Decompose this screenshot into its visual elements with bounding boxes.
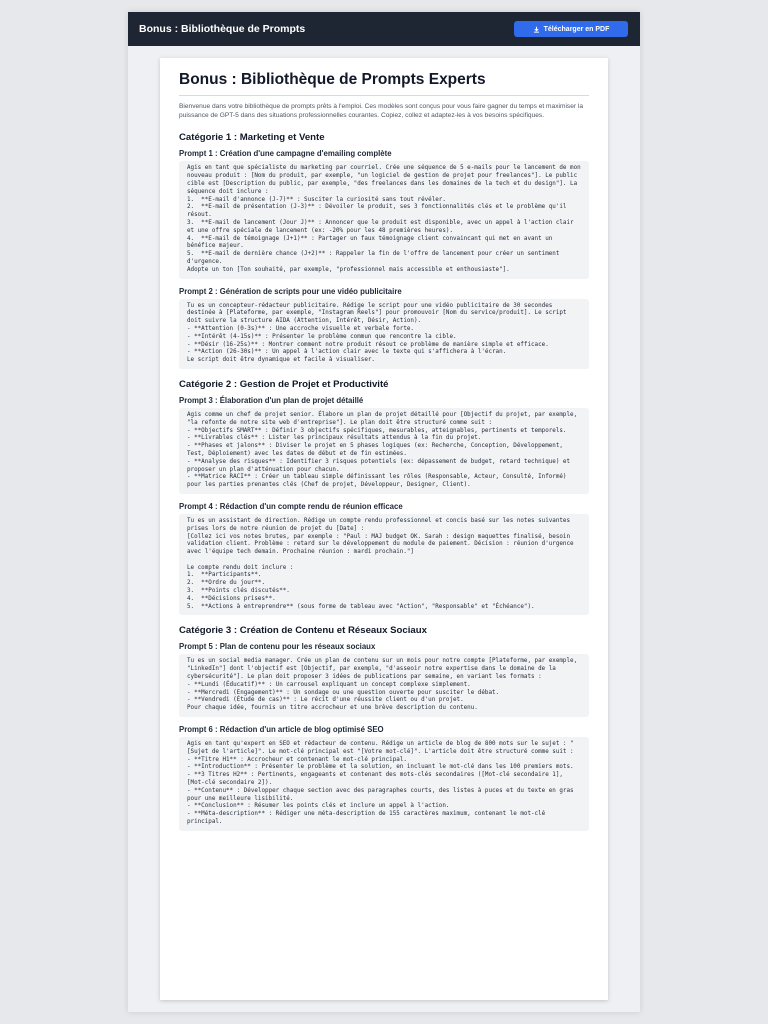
category-title: Catégorie 1 : Marketing et Vente <box>179 132 325 144</box>
app-window <box>128 12 640 1012</box>
app-title: Bonus : Bibliothèque de Prompts <box>139 23 306 35</box>
category-title: Catégorie 2 : Gestion de Projet et Productivité <box>179 378 389 390</box>
prompt-code-block[interactable]: Agis en tant que spécialiste du marketing par courriel. Crée une séquence de 5 e-mails pour le lancement de mon nouveau produit : [Nom du produit, par exemple, "un logiciel de gestion de projet pour freelances"]. Le public cible est [Description du public, par exemple, "des freelances dans les domaines de la tech et du design"]. La séquence doit inclure : 1. **E-mail d'annonce (J-7)** : Susciter la curiosité sans tout révéler. 2. **E-mail de présentation (J-3)** : Dévoiler le produit, ses 3 fonctionnalités clés et le problème qu'il résout. 3. **E-mail de lancement (Jour J)** : Annoncer que le produit est disponible, avec un appel à l'action clair et une offre spéciale de lancement (ex: -20% pour les 48 premières heures). 4. **E-mail de témoignage (J+1)** : Partager un faux témoignage client convaincant qui met en avant un bénéfice majeur. 5. **E-mail de dernière chance (J+2)** : Rappeler la fin de l'offre de lancement pour créer un sentiment d'urgence. Adopte un ton [Ton souhaité, par exemple, "professionnel mais accessible et enthousiaste"]. <box>179 161 589 278</box>
document-title: Bonus : Bibliothèque de Prompts Experts <box>179 71 589 96</box>
prompt-code-block[interactable]: Tu es un social media manager. Crée un plan de contenu sur un mois pour notre compte [Plateforme, par exemple, "LinkedIn"] dont l'objectif est [Objectif, par exemple, "d'asseoir notre expertise dans le domaine de la cybersécurité"]. Le plan doit proposer 3 idées de publications par semaine, en variant les formats : - **Lundi (Éducatif)** : Un carrousel expliquant un concept complexe simplement. - **Mercredi (Engagement)** : Un sondage ou une question ouverte pour susciter le débat. - **Vendredi (Étude de cas)** : Le récit d'une réussite client ou d'un projet. Pour chaque idée, fournis un titre accrocheur et une brève description du contenu. <box>179 654 589 717</box>
category-title: Catégorie 3 : Création de Contenu et Réseaux Sociaux <box>179 625 427 637</box>
category-section <box>179 132 589 369</box>
prompt-title: Prompt 6 : Rédaction d'un article de blog optimisé SEO <box>179 725 384 735</box>
prompt-title: Prompt 5 : Plan de contenu pour les réseaux sociaux <box>179 642 376 652</box>
category-section <box>179 379 589 616</box>
prompt-title: Prompt 3 : Élaboration d'un plan de projet détaillé <box>179 395 364 405</box>
download-pdf-button[interactable] <box>514 21 628 37</box>
prompt-code-block[interactable]: Agis en tant qu'expert en SEO et rédacteur de contenu. Rédige un article de blog de 800 mots sur le sujet : "[Sujet de l'article]". Le mot-clé principal est "[Votre mot-clé]". L'article doit être structuré comme suit : - **Titre H1** : Accrocheur et contenant le mot-clé principal. - **Introduction** : Présenter le problème et la solution, en incluant le mot-clé dans les 100 premiers mots. - **3 Titres H2** : Pertinents, engageants et contenant des mots-clés secondaires ([Mot-clé secondaire 1], [Mot-clé secondaire 2]). - **Contenu** : Développer chaque section avec des paragraphes courts, des listes à puces et du texte en gras pour une meilleure lisibilité. - **Conclusion** : Résumer les points clés et inclure un appel à l'action. - **Méta-description** : Rédiger une méta-description de 155 caractères maximum, contenant le mot-clé principal. <box>179 737 589 831</box>
prompt-code-block[interactable]: Tu es un assistant de direction. Rédige un compte rendu professionnel et concis basé sur les notes suivantes prises lors de notre réunion de projet du [Date] : [Collez ici vos notes brutes, par exemple : "Paul : MAJ budget OK. Sarah : design maquettes finalisé, besoin validation client. Problème : retard sur le développement du module de paiement. Décision : réunion d'urgence avec l'équipe tech demain. Prochaine réunion : mardi prochain."] Le compte rendu doit inclure : 1. **Participants**. 2. **Ordre du jour**. 3. **Points clés discutés**. 4. **Décisions prises**. 5. **Actions à entreprendre** (sous forme de tableau avec "Action", "Responsable" et "Échéance"). <box>179 514 589 616</box>
prompt-title: Prompt 1 : Création d'une campagne d'emailing complète <box>179 149 392 159</box>
document-page <box>160 58 608 1000</box>
prompt-title: Prompt 4 : Rédaction d'un compte rendu de réunion efficace <box>179 501 403 511</box>
top-bar <box>128 12 640 46</box>
download-icon <box>533 26 540 33</box>
prompt-code-block[interactable]: Tu es un concepteur-rédacteur publicitaire. Rédige le script pour une vidéo publicitaire de 30 secondes destinée à [Plateforme, par exemple, "Instagram Reels"] pour promouvoir [Nom du service/produit]. Le script doit suivre la structure AIDA (Attention, Intérêt, Désir, Action). - **Attention (0-3s)** : Une accroche visuelle et verbale forte. - **Intérêt (4-15s)** : Présenter le problème commun que rencontre la cible. - **Désir (16-25s)** : Montrer comment notre produit résout ce problème de manière simple et efficace. - **Action (26-30s)** : Un appel à l'action clair avec le texte qui s'affichera à l'écran. Le script doit être dynamique et facile à visualiser. <box>179 299 589 369</box>
document-intro: Bienvenue dans votre bibliothèque de prompts prêts à l'emploi. Ces modèles sont conçus pour vous faire gagner du temps et maximiser la puissance de GPT-5 dans des situations professionnelles courantes. Copiez, collez et adaptez-les à vos besoins spécifiques. <box>179 103 584 120</box>
prompt-code-block[interactable]: Agis comme un chef de projet senior. Élabore un plan de projet détaillé pour [Objectif du projet, par exemple, "la refonte de notre site web d'entreprise"]. Le plan doit être structuré comme suit : - **Objectifs SMART** : Définir 3 objectifs spécifiques, mesurables, atteignables, pertinents et temporels. - **Livrables clés** : Lister les principaux résultats attendus à la fin du projet. - **Phases et jalons** : Diviser le projet en 5 phases logiques (ex: Recherche, Conception, Développement, Test, Déploiement) avec les dates de début et de fin estimées. - **Analyse des risques** : Identifier 3 risques potentiels (ex: dépassement de budget, retard technique) et proposer un plan d'atténuation pour chacun. - **Matrice RACI** : Créer un tableau simple définissant les rôles (Responsable, Acteur, Consulté, Informé) pour les parties prenantes clés (Chef de projet, Développeur, Designer, Client). <box>179 408 589 494</box>
category-section <box>179 625 589 830</box>
prompt-title: Prompt 2 : Génération de scripts pour une vidéo publicitaire <box>179 286 402 296</box>
download-pdf-label: Télécharger en PDF <box>543 25 610 33</box>
